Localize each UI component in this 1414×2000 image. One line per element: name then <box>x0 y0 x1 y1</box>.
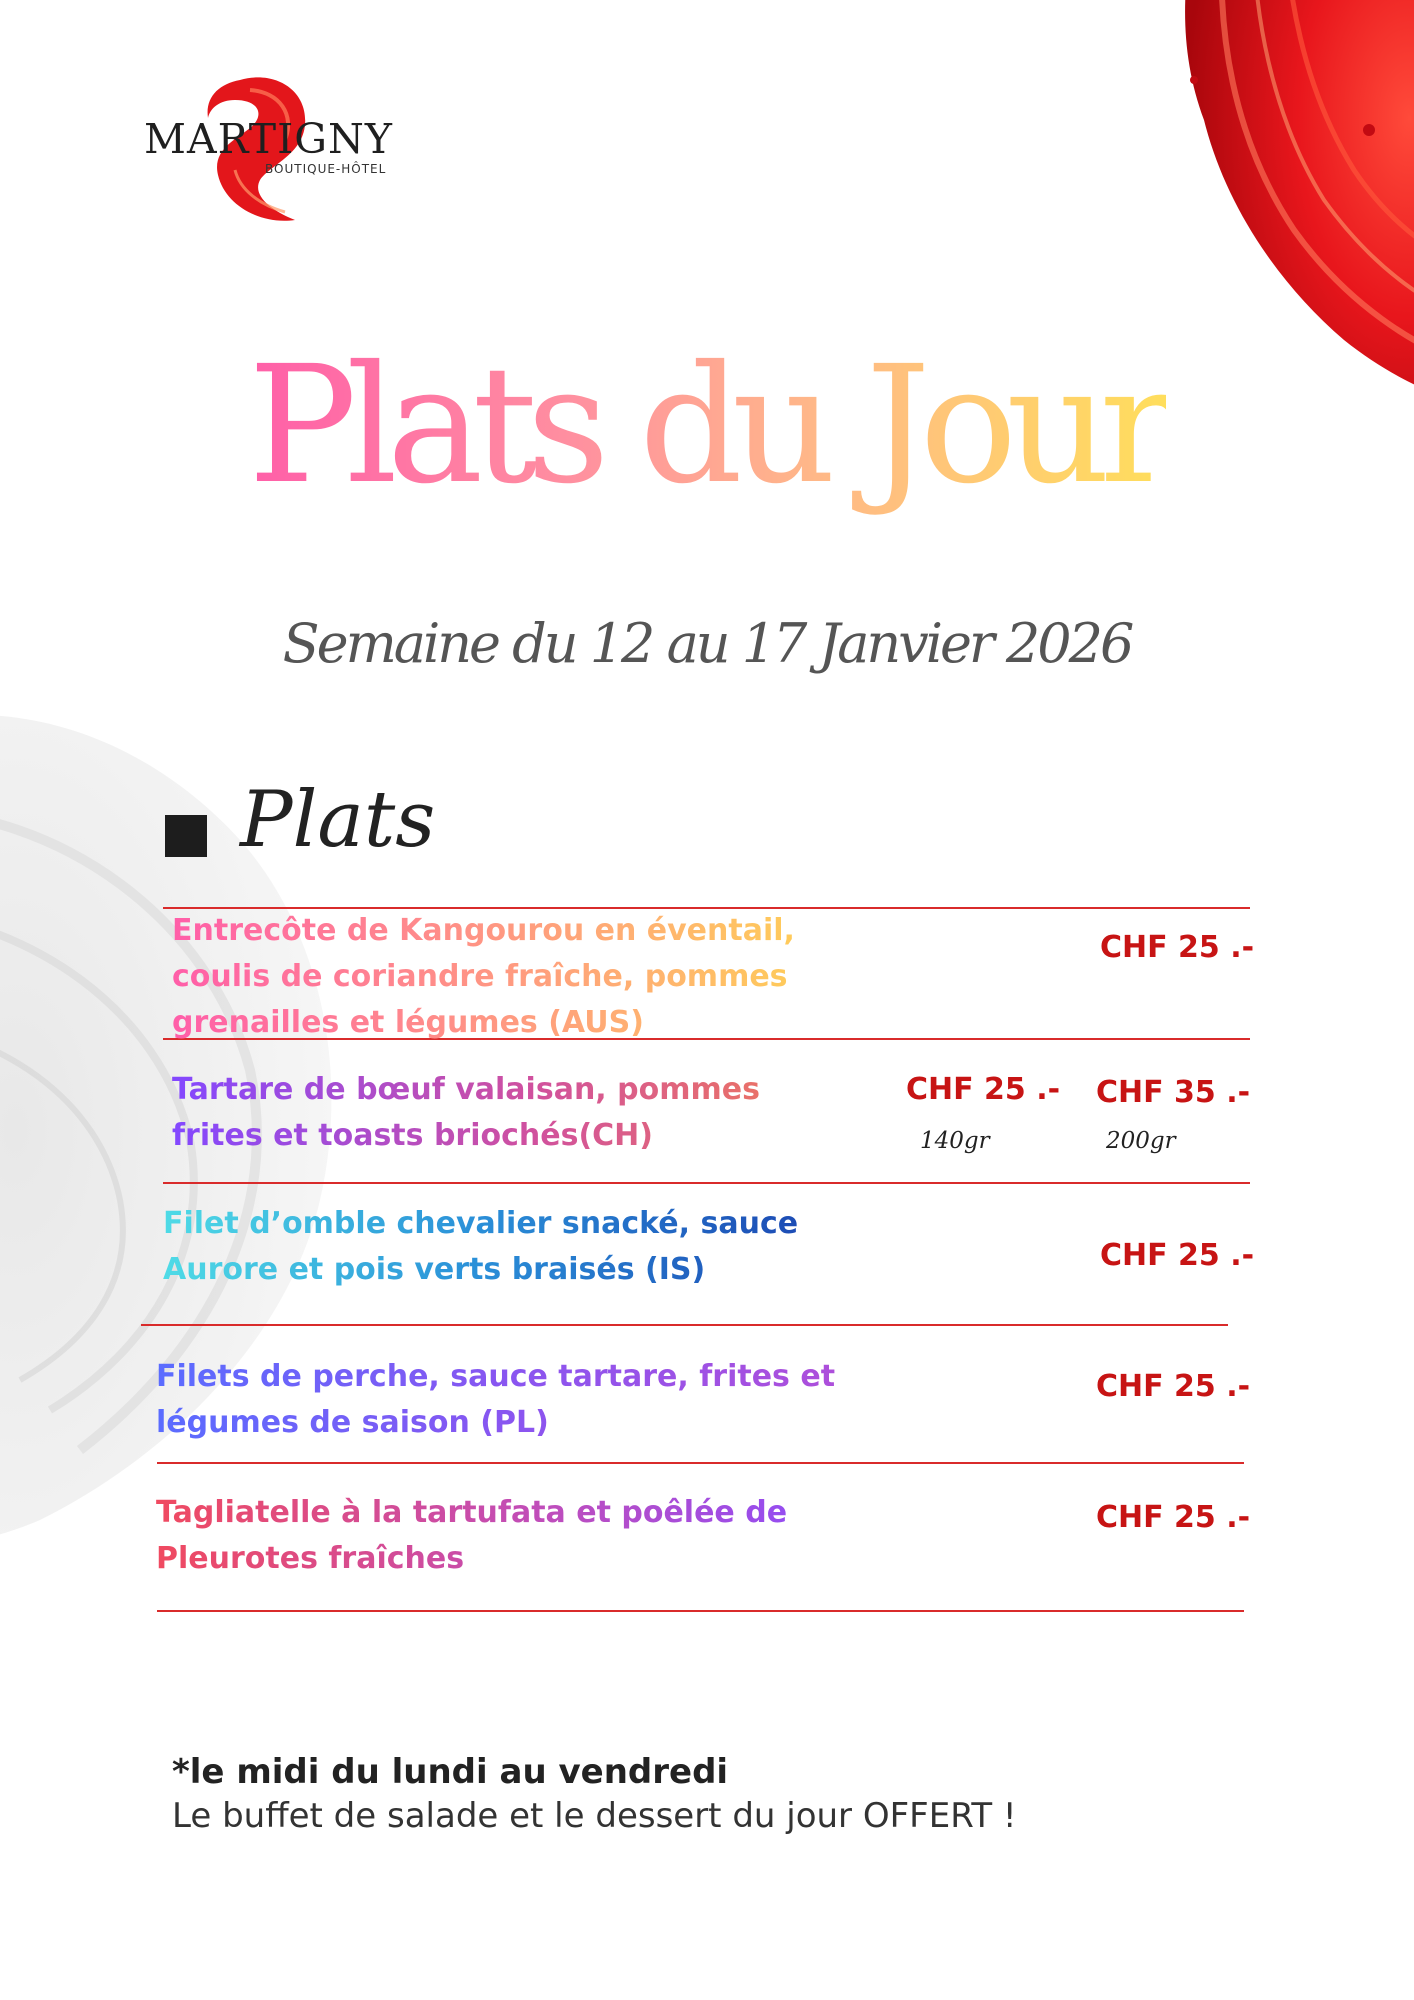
logo-name: MARTIGNY <box>144 115 393 163</box>
lunch-note: *le midi du lundi au vendredi <box>172 1752 729 1792</box>
page-title: Plats du Jour <box>248 332 1166 520</box>
dish-price: CHF 25 .- <box>1100 1238 1255 1273</box>
offer-note: Le buffet de salade et le dessert du jour OFFERT ! <box>172 1796 1017 1836</box>
dish-name: Tartare de bœuf valaisan, pommes frites et toasts briochés(CH) <box>172 1067 822 1159</box>
divider <box>141 1324 1228 1326</box>
dish-price-large: CHF 35 .- <box>1096 1075 1251 1110</box>
section-title: Plats <box>240 775 436 865</box>
dish-name: Tagliatelle à la tartufata et poêlée de Pleurotes fraîches <box>156 1490 856 1582</box>
page-subtitle: Semaine du 12 au 17 Janvier 2026 <box>282 612 1132 675</box>
dish-weight-small: 140gr <box>920 1128 990 1154</box>
dish-price: CHF 25 .- <box>1100 930 1255 965</box>
dish-price: CHF 25 .- <box>1096 1500 1251 1535</box>
dish-name: Filet d’omble chevalier snacké, sauce Aurore et pois verts braisés (IS) <box>163 1201 863 1293</box>
divider <box>157 1462 1244 1464</box>
dish-weight-large: 200gr <box>1106 1128 1176 1154</box>
dish-name: Entrecôte de Kangourou en éventail, coulis de coriandre fraîche, pommes grenailles et légumes (AUS) <box>172 908 872 1046</box>
section-bullet-icon <box>165 815 207 857</box>
hotel-logo <box>140 70 400 230</box>
divider <box>163 1182 1250 1184</box>
divider <box>157 1610 1244 1612</box>
dish-name: Filets de perche, sauce tartare, frites et légumes de saison (PL) <box>156 1354 876 1446</box>
dish-price-small: CHF 25 .- <box>906 1072 1061 1107</box>
logo-subtitle: BOUTIQUE-HÔTEL <box>265 162 387 176</box>
dish-price: CHF 25 .- <box>1096 1369 1251 1404</box>
